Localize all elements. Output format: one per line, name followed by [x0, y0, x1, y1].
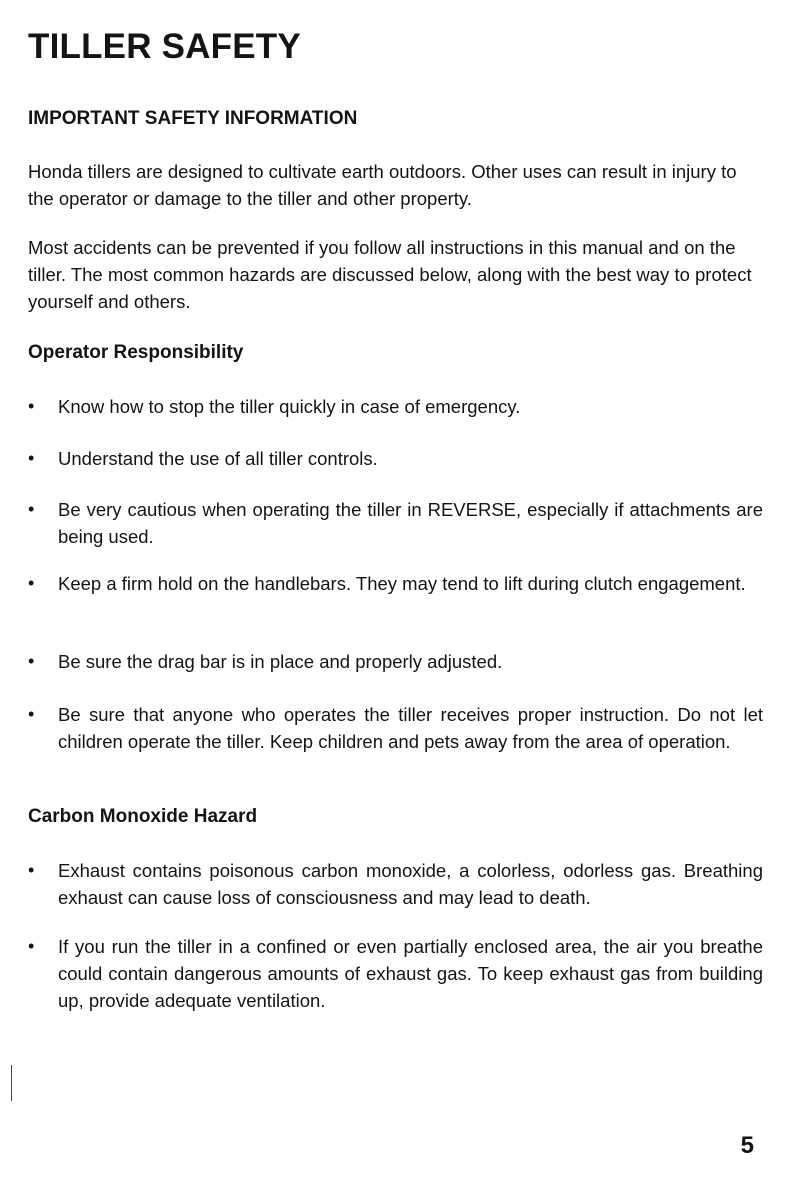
margin-mark [11, 1065, 12, 1101]
bullet-marker: • [28, 860, 35, 880]
bullet-marker: • [28, 936, 35, 956]
intro-paragraph-1: Honda tillers are designed to cultivate earth outdoors. Other uses can result in injury to the operator or damage to the tiller and other property. [28, 161, 737, 209]
bullet-marker: • [28, 573, 35, 593]
bullet-text: Be sure the drag bar is in place and properly adjusted. [58, 651, 503, 672]
bullet-text: Be very cautious when operating the tiller in REVERSE, especially if attachments are being used. [58, 499, 763, 547]
bullet-text: Be sure that anyone who operates the tiller receives proper instruction. Do not let children operate the tiller. Keep children and pets away from the area of operation. [58, 704, 763, 752]
operator-bullet-item [28, 496, 763, 550]
page-number: 5 [740, 1132, 754, 1159]
operator-bullet-item [28, 570, 763, 597]
bullet-text: Keep a firm hold on the handlebars. They may tend to lift during clutch engagement. [58, 573, 746, 594]
important-safety-heading: IMPORTANT SAFETY INFORMATION [28, 108, 358, 129]
operator-responsibility-heading: Operator Responsibility [28, 342, 244, 363]
bullet-text: Exhaust contains poisonous carbon monoxide, a colorless, odorless gas. Breathing exhaust can cause loss of consciousness and may lead to death. [58, 860, 763, 908]
operator-bullet-item [28, 393, 763, 420]
bullet-text: If you run the tiller in a confined or even partially enclosed area, the air you breathe could contain dangerous amounts of exhaust gas. To keep exhaust gas from building up, provide adequate ventilation. [58, 936, 763, 1011]
bullet-text: Understand the use of all tiller controls. [58, 448, 378, 469]
operator-bullet-item [28, 701, 763, 755]
carbon-bullet-item [28, 857, 763, 911]
bullet-marker: • [28, 704, 35, 724]
bullet-text: Know how to stop the tiller quickly in case of emergency. [58, 396, 521, 417]
bullet-marker: • [28, 448, 35, 468]
bullet-marker: • [28, 396, 35, 416]
bullet-marker: • [28, 499, 35, 519]
bullet-marker: • [28, 651, 35, 671]
operator-bullet-item [28, 648, 763, 675]
intro-paragraph-2: Most accidents can be prevented if you follow all instructions in this manual and on the tiller. The most common hazards are discussed below, along with the best way to protect yourself and others. [28, 237, 752, 312]
page-title: TILLER SAFETY [28, 27, 301, 66]
operator-bullet-item [28, 445, 763, 472]
carbon-bullet-item [28, 933, 763, 1014]
carbon-monoxide-heading: Carbon Monoxide Hazard [28, 806, 258, 827]
